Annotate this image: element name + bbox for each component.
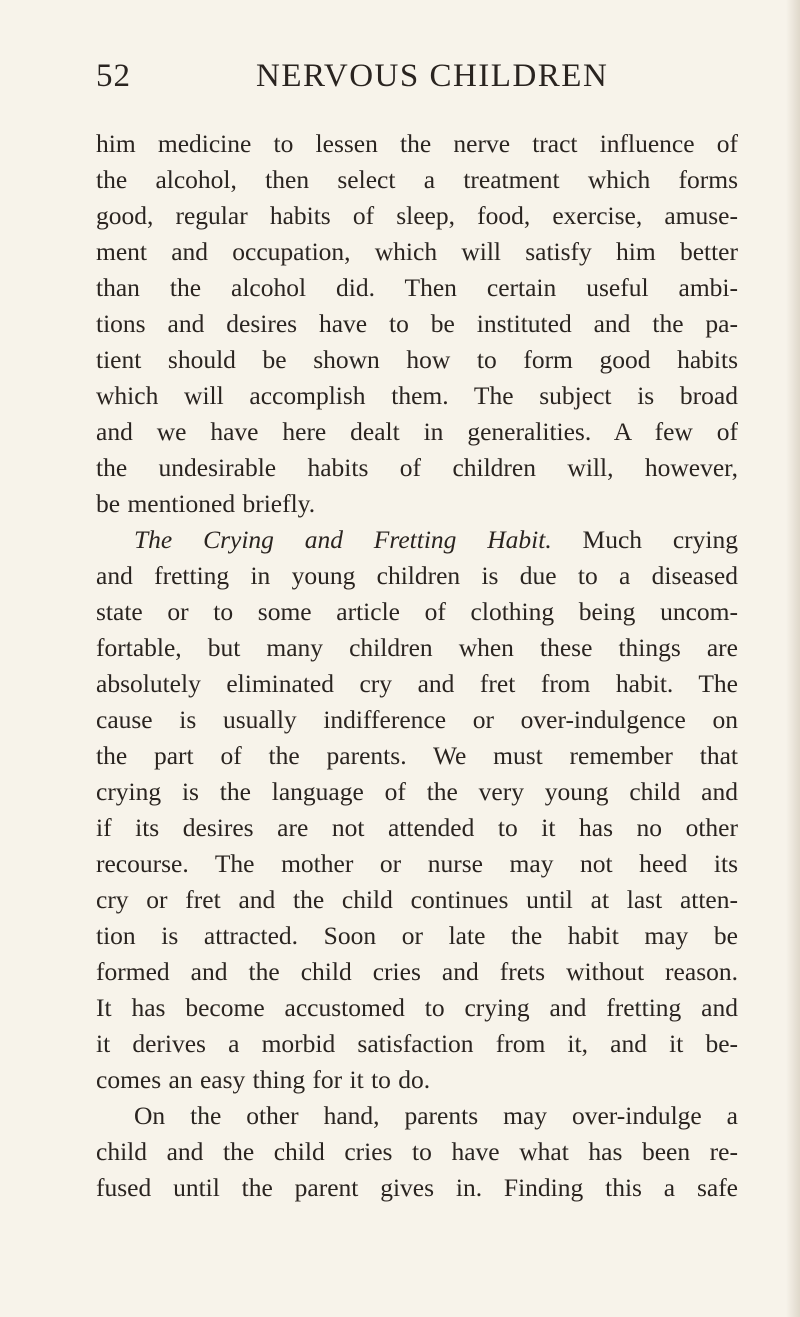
text-line: the undesirable habits of children will, however, [96,453,738,482]
page-number: 52 [96,58,131,94]
text-line: comes an easy thing for it to do. [96,1065,431,1094]
text-line: ment and occupation, which will satisfy him better [96,237,738,266]
text-line: the alcohol, then select a treatment which forms [96,165,738,194]
text-line: which will accomplish them. The subject is broad [96,381,738,410]
running-title: NERVOUS CHILDREN [256,58,609,94]
text-line: than the alcohol did. Then certain useful ambi- [96,273,738,302]
section-first-line [96,522,738,558]
text-line: and we have here dealt in generalities. A few of [96,417,738,446]
text-line: if its desires are not attended to it has no other [96,813,738,842]
page-edge-shadow [786,0,800,1317]
text-line: good, regular habits of sleep, food, exercise, amuse- [96,201,738,230]
body-text [96,126,738,1206]
running-head [96,58,736,102]
text-line: tient should be shown how to form good habits [96,345,738,374]
text-line: recourse. The mother or nurse may not heed its [96,849,738,878]
text-line: tions and desires have to be instituted and the pa- [96,309,738,338]
section-heading: The Crying and Fretting Habit. [134,525,552,554]
text-line: be mentioned briefly. [96,489,316,518]
text-line: the part of the parents. We must remember that [96,741,738,770]
text-line: On the other hand, parents may over-indulge a [134,1101,738,1130]
text-line: child and the child cries to have what has been re- [96,1137,738,1166]
section-first-line-text: Much crying [551,525,738,554]
text-line: fortable, but many children when these things are [96,633,738,662]
text-line: absolutely eliminated cry and fret from habit. The [96,669,738,698]
text-line: formed and the child cries and frets without reason. [96,957,738,986]
text-line: cause is usually indifference or over-indulgence on [96,705,738,734]
text-line: and fretting in young children is due to a diseased [96,561,738,590]
text-line: it derives a morbid satisfaction from it, and it be- [96,1029,738,1058]
text-line: him medicine to lessen the nerve tract influence of [96,129,738,158]
text-line: fused until the parent gives in. Finding this a safe [96,1173,738,1202]
text-line: It has become accustomed to crying and fretting and [96,993,738,1022]
text-line: state or to some article of clothing being uncom- [96,597,738,626]
text-line: cry or fret and the child continues until at last atten- [96,885,738,914]
text-line: tion is attracted. Soon or late the habit may be [96,921,738,950]
text-line: crying is the language of the very young child and [96,777,738,806]
